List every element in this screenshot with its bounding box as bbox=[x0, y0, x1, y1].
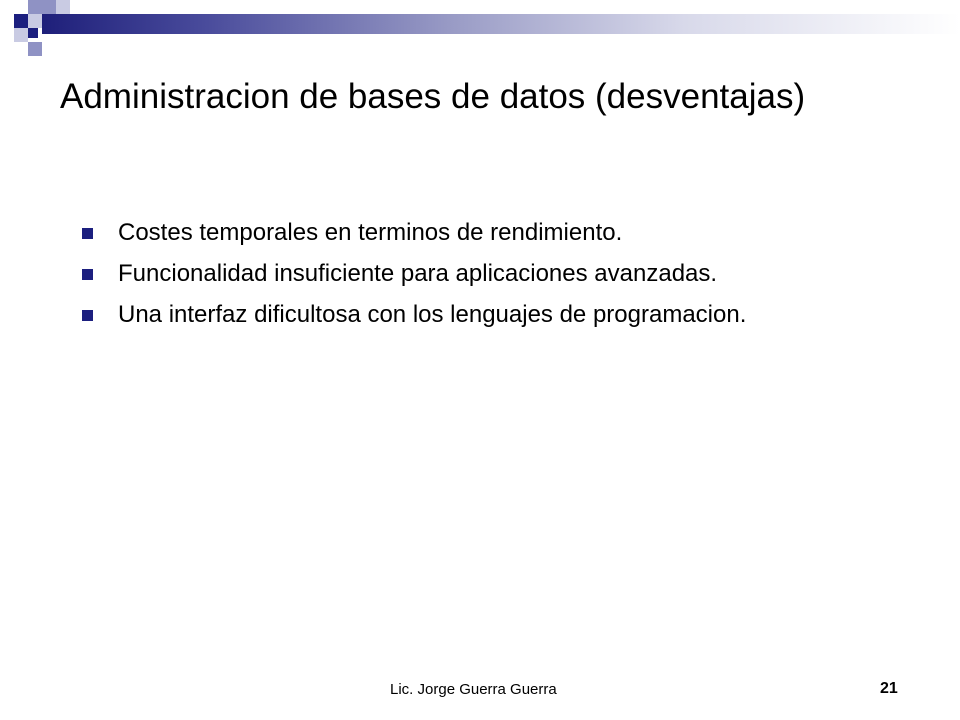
square-bullet-icon bbox=[82, 269, 93, 280]
bullet-item bbox=[82, 216, 922, 250]
bullet-text: Costes temporales en terminos de rendimiento. bbox=[118, 219, 623, 246]
decor-square-light bbox=[28, 14, 42, 28]
decor-square-mid bbox=[42, 0, 56, 14]
bullet-text: Una interfaz dificultosa con los lenguajes de programacion. bbox=[118, 301, 747, 328]
decor-square-mid bbox=[28, 42, 42, 56]
decor-square-light bbox=[56, 0, 70, 14]
decor-square-dark bbox=[14, 14, 28, 28]
bullet-item bbox=[82, 298, 922, 332]
bullet-text: Funcionalidad insuficiente para aplicaciones avanzadas. bbox=[118, 260, 718, 287]
page-number: 21 bbox=[880, 680, 898, 697]
slide-title: Administracion de bases de datos (desventajas) bbox=[60, 77, 806, 116]
bullet-item bbox=[82, 257, 922, 291]
square-bullet-icon bbox=[82, 228, 93, 239]
decor-square-mid bbox=[28, 0, 42, 14]
square-bullet-icon bbox=[82, 310, 93, 321]
bullet-list bbox=[82, 216, 922, 339]
footer-author: Lic. Jorge Guerra Guerra bbox=[390, 681, 557, 698]
header-gradient-bar bbox=[42, 14, 960, 34]
decor-square-dark bbox=[28, 28, 38, 38]
decor-square-light bbox=[14, 28, 28, 42]
